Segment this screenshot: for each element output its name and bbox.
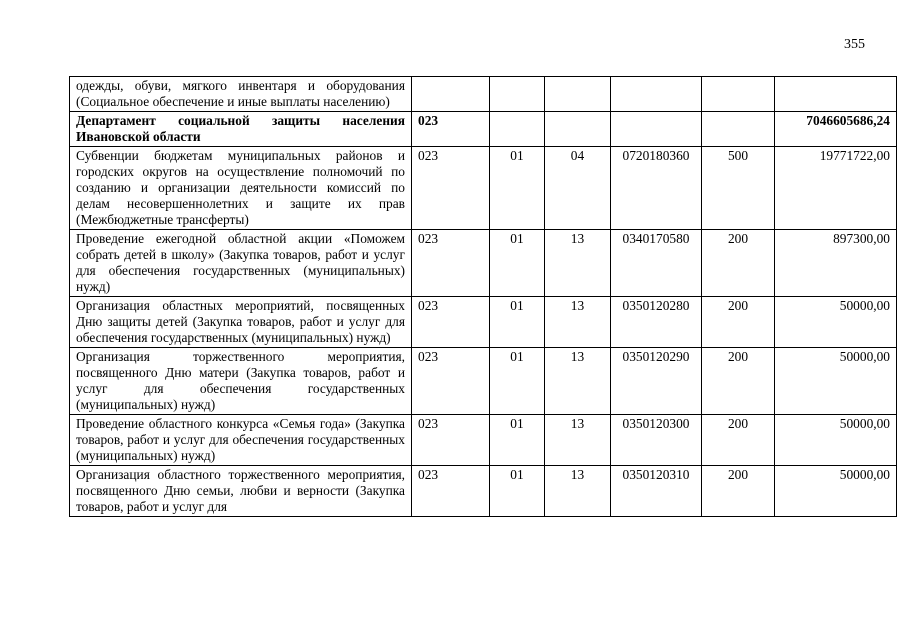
description-cell: Субвенции бюджетам муниципальных районов и городских округов на осуществление полномочий по созданию и организации деятельности комиссий по делам несовершеннолетних и защите их прав (Межбюджетные трансферты) [70,147,412,230]
ministry-code-cell: 023 [412,230,490,297]
description-cell: Проведение областного конкурса «Семья года» (Закупка товаров, работ и услуг для обеспечения государственных (муниципальных) нужд) [70,415,412,466]
target-article-cell: 0350120290 [611,348,702,415]
subsection-code-cell [545,112,611,147]
target-article-cell: 0720180360 [611,147,702,230]
section-code-cell: 01 [490,415,545,466]
expense-type-cell: 500 [702,147,775,230]
table-row [70,348,897,415]
amount-cell: 19771722,00 [775,147,897,230]
amount-cell: 50000,00 [775,415,897,466]
ministry-code-cell: 023 [412,147,490,230]
table-row [70,297,897,348]
subsection-code-cell: 04 [545,147,611,230]
expense-type-cell: 200 [702,348,775,415]
amount-cell: 50000,00 [775,297,897,348]
target-article-cell: 0350120280 [611,297,702,348]
expense-type-cell: 200 [702,466,775,517]
budget-table [69,76,897,517]
ministry-code-cell: 023 [412,112,490,147]
section-code-cell: 01 [490,466,545,517]
amount-cell: 50000,00 [775,466,897,517]
description-cell: Организация областных мероприятий, посвященных Дню защиты детей (Закупка товаров, работ и услуг для обеспечения государственных (муниципальных) нужд) [70,297,412,348]
section-code-cell: 01 [490,297,545,348]
table-row [70,77,897,112]
section-code-cell [490,112,545,147]
table-row [70,230,897,297]
subsection-code-cell: 13 [545,466,611,517]
section-code-cell: 01 [490,230,545,297]
table-row [70,147,897,230]
amount-cell: 7046605686,24 [775,112,897,147]
description-cell: Организация торжественного мероприятия, посвященного Дню матери (Закупка товаров, работ и услуг для обеспечения государственных (муниципальных) нужд) [70,348,412,415]
ministry-code-cell: 023 [412,415,490,466]
page-number: 355 [844,37,865,52]
description-cell: Департамент социальной защиты населения Ивановской области [70,112,412,147]
expense-type-cell [702,112,775,147]
ministry-code-cell [412,77,490,112]
budget-table-body [70,77,897,517]
expense-type-cell: 200 [702,415,775,466]
expense-type-cell: 200 [702,230,775,297]
section-code-cell: 01 [490,147,545,230]
description-cell: одежды, обуви, мягкого инвентаря и оборудования (Социальное обеспечение и иные выплаты населению) [70,77,412,112]
subsection-code-cell [545,77,611,112]
amount-cell: 897300,00 [775,230,897,297]
target-article-cell: 0340170580 [611,230,702,297]
ministry-code-cell: 023 [412,466,490,517]
target-article-cell: 0350120300 [611,415,702,466]
subsection-code-cell: 13 [545,415,611,466]
subsection-code-cell: 13 [545,348,611,415]
subsection-code-cell: 13 [545,230,611,297]
expense-type-cell: 200 [702,297,775,348]
table-row [70,466,897,517]
target-article-cell: 0350120310 [611,466,702,517]
amount-cell: 50000,00 [775,348,897,415]
ministry-code-cell: 023 [412,297,490,348]
target-article-cell [611,77,702,112]
ministry-code-cell: 023 [412,348,490,415]
subsection-code-cell: 13 [545,297,611,348]
expense-type-cell [702,77,775,112]
description-cell: Проведение ежегодной областной акции «Поможем собрать детей в школу» (Закупка товаров, работ и услуг для обеспечения государственных (муниципальных) нужд) [70,230,412,297]
table-row [70,112,897,147]
description-cell: Организация областного торжественного мероприятия, посвященного Дню семьи, любви и верности (Закупка товаров, работ и услуг для [70,466,412,517]
amount-cell [775,77,897,112]
section-code-cell: 01 [490,348,545,415]
section-code-cell [490,77,545,112]
target-article-cell [611,112,702,147]
table-row [70,415,897,466]
